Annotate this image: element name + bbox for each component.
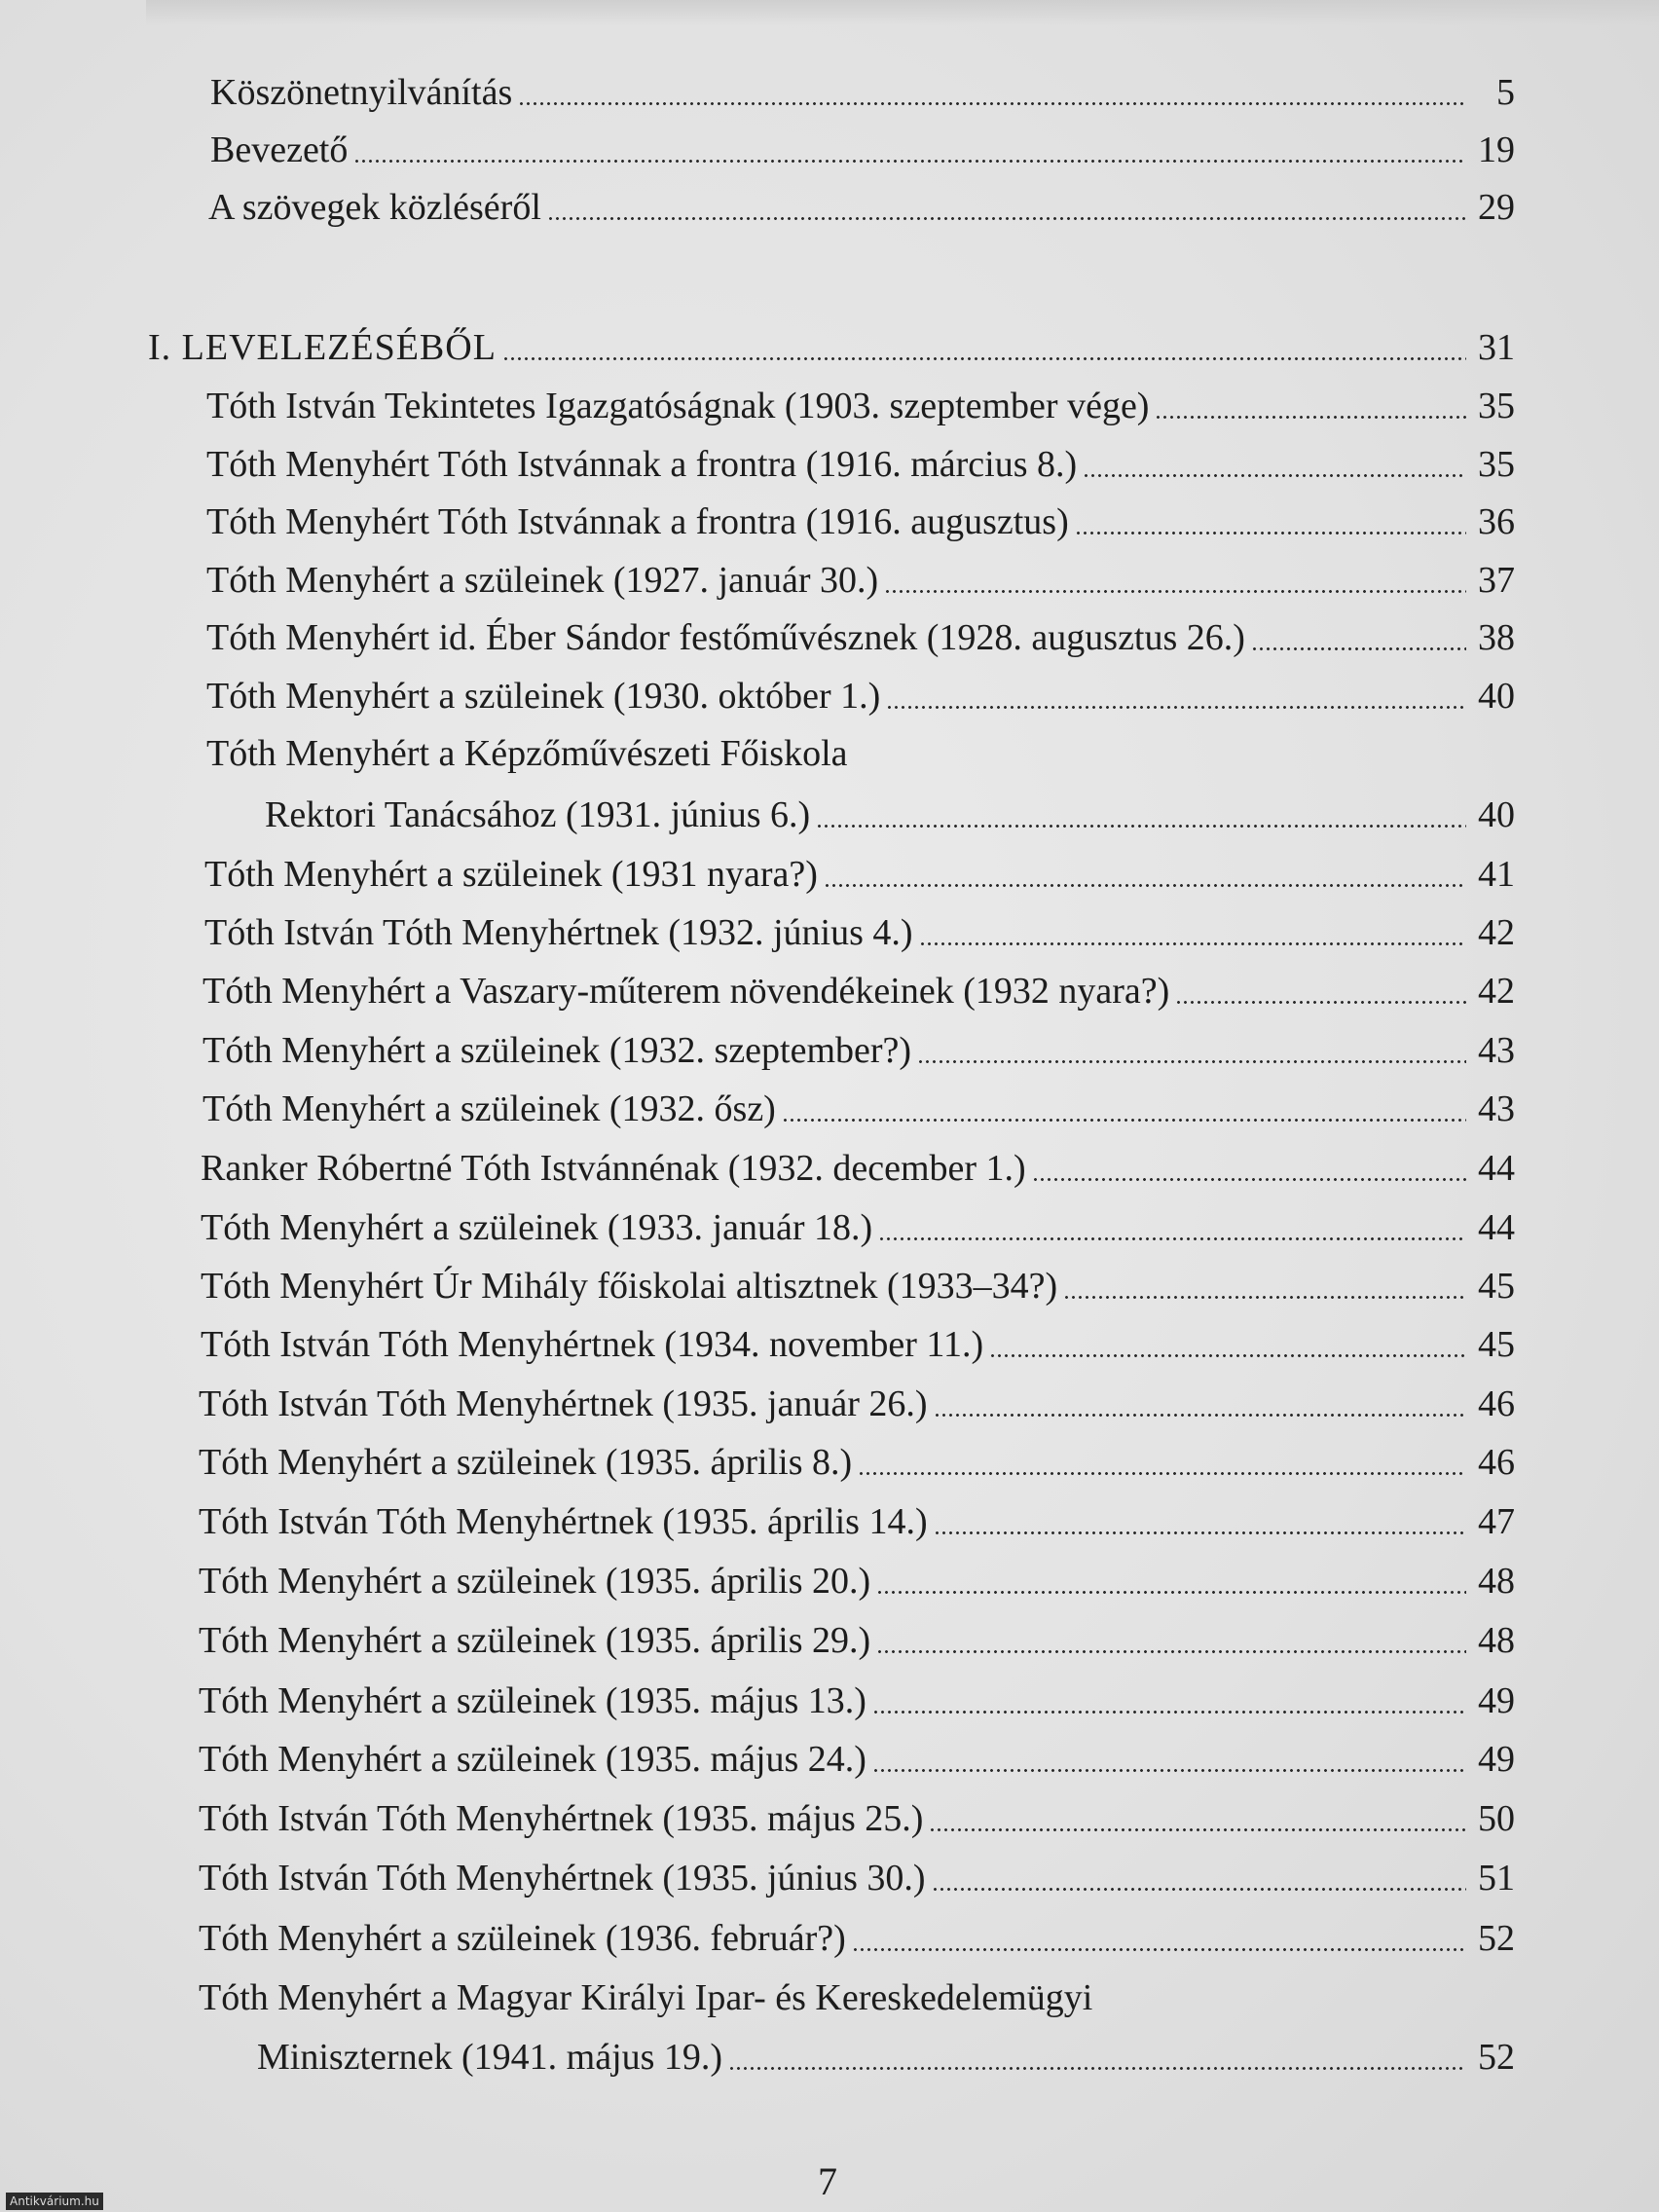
dot-leader <box>884 590 1466 593</box>
toc-entry <box>199 1618 1515 1663</box>
dot-leader <box>878 1237 1466 1240</box>
dot-leader <box>353 160 1466 163</box>
page-number: 7 <box>818 2159 837 2203</box>
toc-entry-page: 50 <box>1478 1798 1515 1839</box>
toc-entry-page: 49 <box>1478 1739 1515 1780</box>
toc-entry-title: Tóth Menyhért a szüleinek (1932. ősz) <box>203 1088 776 1129</box>
dot-leader <box>1251 647 1466 650</box>
toc-entry-title: Tóth Menyhért Tóth Istvánnak a frontra (1916. március 8.) <box>206 444 1078 485</box>
toc-entry-title: Tóth Menyhért a Képzőművészeti Főiskola <box>206 733 848 774</box>
toc-entry-page: 49 <box>1478 1680 1515 1721</box>
toc-entry-page: 44 <box>1478 1148 1515 1189</box>
toc-entry-page: 43 <box>1478 1088 1515 1129</box>
toc-entry <box>199 1916 1515 1961</box>
toc-entry <box>199 1440 1515 1485</box>
toc-entry-page: 29 <box>1478 187 1515 228</box>
toc-entry-title-continued: Miniszternek (1941. május 19.) <box>257 2037 723 2078</box>
toc-entry-title: Tóth Menyhért id. Éber Sándor festőművésznek (1928. augusztus 26.) <box>206 617 1245 658</box>
toc-entry-title-continued: Rektori Tanácsához (1931. június 6.) <box>265 794 811 835</box>
dot-leader <box>934 1414 1466 1417</box>
dot-leader <box>1032 1178 1466 1181</box>
dot-leader <box>824 884 1466 887</box>
toc-entry-page: 52 <box>1478 2037 1515 2078</box>
toc-entry <box>203 1087 1515 1131</box>
toc-entry-title: A szövegek közléséről <box>208 187 541 228</box>
toc-entry-title: Tóth István Tekintetes Igazgatóságnak (1903. szeptember vége) <box>206 386 1150 426</box>
toc-entry-title: Tóth Menyhért Úr Mihály főiskolai altisztnek (1933–34?) <box>201 1266 1058 1307</box>
toc-entry-title: Tóth Menyhért a szüleinek (1936. február?) <box>199 1918 846 1959</box>
dot-leader <box>1063 1296 1466 1299</box>
toc-entry-page: 46 <box>1478 1442 1515 1483</box>
toc-entry <box>206 384 1515 428</box>
toc-entry-page: 35 <box>1478 444 1515 485</box>
dot-leader <box>1175 1001 1466 1004</box>
toc-entry <box>199 1796 1515 1841</box>
toc-entry <box>210 70 1515 115</box>
toc-entry-page: 38 <box>1478 617 1515 658</box>
toc-entry-page: 47 <box>1478 1501 1515 1542</box>
toc-entry <box>199 1678 1515 1723</box>
dot-leader <box>852 1948 1466 1951</box>
toc-entry <box>199 1737 1515 1782</box>
toc-entry-title: Tóth István Tóth Menyhértnek (1935. január 26.) <box>199 1383 928 1424</box>
toc-entry-title: Tóth Menyhért a szüleinek (1935. május 13.) <box>199 1680 866 1721</box>
toc-entry <box>206 674 1515 719</box>
toc-entry-title: Tóth Menyhért a szüleinek (1931 nyara?) <box>204 854 818 895</box>
toc-entry-title: Tóth Menyhért a szüleinek (1930. október 1.) <box>206 676 881 717</box>
dot-leader <box>872 1769 1466 1772</box>
dot-leader <box>782 1119 1466 1122</box>
toc-entry-page: 51 <box>1478 1858 1515 1899</box>
dot-leader <box>502 357 1466 360</box>
toc-entry-title: Tóth Menyhért a szüleinek (1935. április 20.) <box>199 1561 871 1602</box>
dot-leader <box>1075 532 1466 535</box>
dot-leader <box>547 217 1466 220</box>
toc-entry <box>199 1499 1515 1544</box>
section-page: 31 <box>1478 327 1515 368</box>
toc-entry-page: 48 <box>1478 1561 1515 1602</box>
facing-page-shadow <box>146 0 1659 25</box>
dot-leader <box>816 825 1466 828</box>
toc-entry-page: 5 <box>1496 72 1515 113</box>
toc-entry-page: 45 <box>1478 1324 1515 1365</box>
toc-entry-page: 42 <box>1478 971 1515 1012</box>
dot-leader <box>728 2067 1466 2070</box>
toc-entry-page: 37 <box>1478 560 1515 601</box>
toc-entry-page: 52 <box>1478 1918 1515 1959</box>
toc-entry <box>201 1205 1515 1250</box>
toc-entry <box>199 1559 1515 1604</box>
dot-leader <box>929 1828 1466 1831</box>
toc-entry <box>204 852 1515 897</box>
toc-entry <box>206 499 1515 544</box>
toc-entry-page: 45 <box>1478 1266 1515 1307</box>
toc-entry-title: Ranker Róbertné Tóth Istvánnénak (1932. december 1.) <box>201 1148 1026 1189</box>
toc-entry-title: Tóth Menyhért a szüleinek (1927. január 30.) <box>206 560 879 601</box>
toc-entry <box>208 185 1515 230</box>
toc-entry <box>201 1264 1515 1309</box>
dot-leader <box>872 1711 1466 1714</box>
dot-leader <box>919 942 1466 945</box>
toc-entry-continuation <box>257 2035 1515 2080</box>
toc-entry-page: 40 <box>1478 794 1515 835</box>
toc-entry <box>206 558 1515 603</box>
dot-leader <box>989 1354 1466 1357</box>
toc-entry <box>210 128 1515 172</box>
toc-entry <box>206 442 1515 487</box>
dot-leader <box>1083 474 1466 477</box>
dot-leader <box>934 1531 1466 1534</box>
toc-entry-title: Tóth István Tóth Menyhértnek (1932. június 4.) <box>204 912 913 953</box>
toc-entry-page: 43 <box>1478 1030 1515 1071</box>
dot-leader <box>917 1060 1466 1063</box>
section-title: I. LEVELEZÉSÉBŐL <box>148 327 497 368</box>
toc-entry-title: Tóth István Tóth Menyhértnek (1935. május 25.) <box>199 1798 924 1839</box>
toc-entry <box>199 1382 1515 1426</box>
toc-entry <box>201 1146 1515 1191</box>
toc-entry-title: Tóth István Tóth Menyhértnek (1935. április 14.) <box>199 1501 928 1542</box>
toc-entry-page: 19 <box>1478 129 1515 170</box>
toc-entry-title: Köszönetnyilvánítás <box>210 72 513 113</box>
dot-leader <box>1155 416 1466 419</box>
toc-entry-title: Tóth Menyhért a szüleinek (1935. április 8.) <box>199 1442 853 1483</box>
dot-leader <box>876 1591 1466 1594</box>
toc-entry-title: Tóth Menyhért a szüleinek (1932. szeptember?) <box>203 1030 912 1071</box>
toc-entry <box>206 615 1515 660</box>
dot-leader <box>886 706 1466 709</box>
toc-entry-page: 36 <box>1478 501 1515 542</box>
toc-entry-page: 35 <box>1478 386 1515 426</box>
toc-entry-page: 44 <box>1478 1207 1515 1248</box>
toc-entry-title: Tóth Menyhért a szüleinek (1933. január 18.) <box>201 1207 873 1248</box>
toc-entry <box>203 1028 1515 1073</box>
toc-entry-page: 42 <box>1478 912 1515 953</box>
dot-leader <box>876 1650 1466 1653</box>
dot-leader <box>518 102 1466 105</box>
toc-entry-page: 40 <box>1478 676 1515 717</box>
toc-entry-page: 48 <box>1478 1620 1515 1661</box>
toc-entry-title: Tóth Menyhért a Vaszary-műterem növendékeinek (1932 nyara?) <box>203 971 1170 1012</box>
toc-section-heading <box>148 325 1515 370</box>
toc-entry-continuation <box>265 793 1515 837</box>
watermark: Antikvárium.hu <box>6 2193 103 2210</box>
toc-entry-title: Tóth Menyhért Tóth Istvánnak a frontra (1916. augusztus) <box>206 501 1069 542</box>
toc-entry-title: Bevezető <box>210 129 349 170</box>
toc-entry-title: Tóth István Tóth Menyhértnek (1934. november 11.) <box>201 1324 984 1365</box>
toc-entry-page: 46 <box>1478 1383 1515 1424</box>
toc-entry <box>201 1322 1515 1367</box>
toc-entry <box>199 1856 1515 1900</box>
toc-entry-title: Tóth Menyhért a szüleinek (1935. május 24.) <box>199 1739 866 1780</box>
toc-entry-title: Tóth Menyhért a Magyar Királyi Ipar- és Kereskedelemügyi <box>199 1977 1093 2018</box>
toc-entry-page: 41 <box>1478 854 1515 895</box>
dot-leader <box>858 1472 1466 1475</box>
toc-entry-title: Tóth István Tóth Menyhértnek (1935. június 30.) <box>199 1858 926 1899</box>
toc-entry <box>203 969 1515 1014</box>
dot-leader <box>932 1888 1466 1891</box>
toc-entry-title: Tóth Menyhért a szüleinek (1935. április 29.) <box>199 1620 871 1661</box>
toc-entry <box>204 910 1515 955</box>
